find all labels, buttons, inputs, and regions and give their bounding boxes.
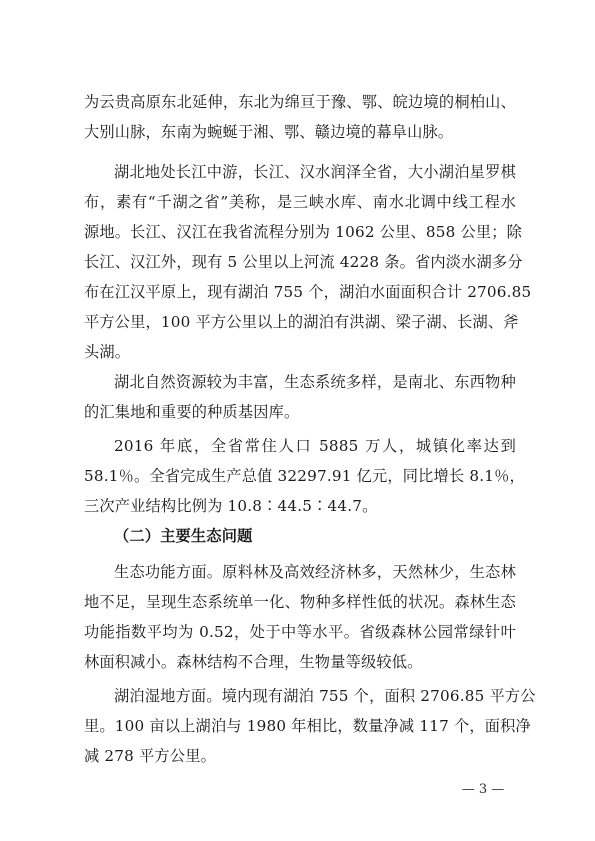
body-line: 布，素有“千湖之省”美称，是三峡水库、南水北调中线工程水: [84, 193, 516, 211]
body-line: 源地。长江、汉江在我省流程分别为 1062 公里、858 公里；除: [84, 223, 523, 241]
body-line: 平方公里，100 平方公里以上的湖泊有洪湖、梁子湖、长湖、斧: [84, 313, 519, 331]
body-line: 58.1％。全省完成生产总值 32297.91 亿元，同比增长 8.1％，: [84, 467, 525, 485]
body-line: 头湖。: [84, 343, 131, 361]
body-line: 布在江汉平原上，现有湖泊 755 个，湖泊水面面积合计 2706.85: [84, 283, 532, 301]
body-line: 地不足，呈现生态系统单一化、物种多样性低的状况。森林生态: [84, 593, 516, 611]
body-line: 减 278 平方公里。: [84, 747, 216, 765]
body-line: 三次产业结构比例为 10.8∶44.5∶44.7。: [84, 497, 378, 515]
page-number: — 3 —: [461, 782, 505, 797]
body-line: 生态功能方面。原料林及高效经济林多，天然林少，生态林: [114, 563, 516, 581]
body-line: 湖泊湿地方面。境内现有湖泊 755 个，面积 2706.85 平方公: [114, 687, 536, 705]
body-line: 2016 年底，全省常住人口 5885 万人，城镇化率达到: [114, 437, 516, 455]
body-line: 里。100 亩以上湖泊与 1980 年相比，数量净减 117 个，面积净: [84, 717, 531, 735]
body-line: 林面积减小。森林结构不合理，生物量等级较低。: [84, 653, 423, 671]
section-heading: （二）主要生态问题: [114, 527, 253, 545]
body-line: 的汇集地和重要的种质基因库。: [84, 403, 300, 421]
body-line: 湖北自然资源较为丰富，生态系统多样，是南北、东西物种: [114, 373, 516, 391]
body-line: 长江、汉江外，现有 5 公里以上河流 4228 条。省内淡水湖多分: [84, 253, 523, 271]
body-line: 为云贵高原东北延伸，东北为绵亘于豫、鄂、皖边境的桐柏山、: [84, 93, 516, 111]
body-line: 功能指数平均为 0.52，处于中等水平。省级森林公园常绿针叶: [84, 623, 516, 641]
body-line: 湖北地处长江中游，长江、汉水润泽全省，大小湖泊星罗棋: [114, 163, 516, 181]
body-line: 大别山脉，东南为蜿蜒于湘、鄂、赣边境的幕阜山脉。: [84, 123, 454, 141]
